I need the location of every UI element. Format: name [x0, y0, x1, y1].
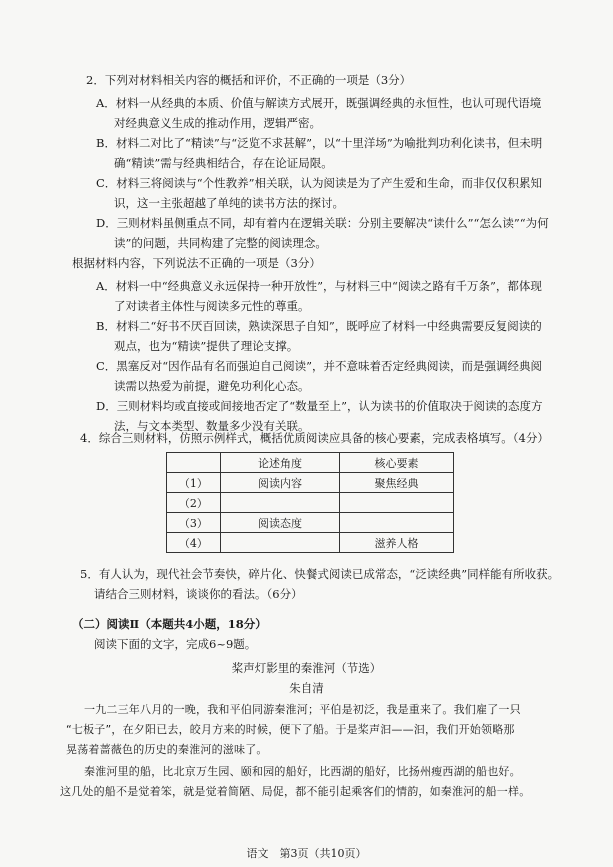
essay-paragraph2-line1: 秦淮河里的船，比北京万生园、颐和园的船好，比西湖的船好，比扬州瘦西湖的船也好。 — [84, 765, 521, 778]
q3-option-c-line1: C．黑塞反对“因作品有名而强迫自己阅读”，并不意味着否定经典阅读，而是强调经典阅 — [96, 359, 543, 373]
table-cell: 阅读态度 — [220, 513, 339, 533]
q3-option-d-line1: D．三则材料均或直接或间接地否定了“数量至上”，认为读书的价值取决于阅读的态度方 — [96, 399, 543, 413]
table-row — [167, 473, 454, 493]
q2-option-a-line2: 对经典意义生成的推动作用，逻辑严密。 — [114, 116, 321, 130]
table-cell: （4） — [167, 533, 221, 553]
essay-paragraph1-line1: 一九二三年八月的一晚，我和平伯同游秦淮河；平伯是初泛，我是重来了。我们雇了一只 — [84, 703, 521, 716]
table-cell: 阅读内容 — [220, 473, 339, 493]
q2-option-d-line2: 读”的问题，共同构建了完整的阅读理念。 — [114, 236, 327, 250]
table-cell — [220, 533, 339, 553]
table-header-cell: 论述角度 — [220, 453, 339, 473]
table-row — [167, 493, 454, 513]
table-cell: 聚焦经典 — [340, 473, 454, 493]
q2-option-c-line2: 识，这一主张超越了单纯的读书方法的探讨。 — [114, 196, 344, 210]
essay-paragraph2-line2: 这几处的船不是觉着笨，就是觉着简陋、局促，都不能引起乘客们的情韵，如秦淮河的船一样。 — [60, 785, 531, 798]
table-header-row — [167, 453, 454, 473]
essay-paragraph1-line2: “七板子”，在夕阳已去，皎月方来的时候，便下了船。于是桨声汩——汩，我们开始领略那 — [66, 723, 515, 736]
q3-option-d-line2: 法，与文本类型、数量多少没有关联。 — [114, 419, 310, 433]
table-cell — [340, 493, 454, 513]
essay-paragraph1-line3: 晃荡着蔷薇色的历史的秦淮河的滋味了。 — [66, 743, 268, 756]
q3-stem: 根据材料内容，下列说法不正确的一项是（3分） — [72, 256, 321, 270]
table-header-cell — [167, 453, 221, 473]
q2-option-c-line1: C．材料三将阅读与“个性教养”相关联，认为阅读是为了产生爱和生命，而非仅仅积累知 — [96, 176, 543, 190]
table-cell: 滋养人格 — [340, 533, 454, 553]
q3-option-a-line1: A．材料一中“经典意义永远保持一种开放性”，与材料三中“阅读之路有千万条”，都体现 — [96, 279, 542, 293]
q4-answer-table — [166, 452, 454, 553]
table-row — [167, 513, 454, 533]
essay-title: 桨声灯影里的秦淮河（节选） — [231, 661, 382, 675]
table-row — [167, 533, 454, 553]
q3-option-c-line2: 读需以热爱为前提，避免功利化心态。 — [114, 379, 310, 393]
q2-option-a-line1: A．材料一从经典的本质、价值与解读方式展开，既强调经典的永恒性，也认可现代语境 — [96, 96, 542, 110]
q3-option-b-line1: B．材料二“好书不厌百回读，熟读深思子自知”，既呼应了材料一中经典需要反复阅读的 — [96, 319, 542, 333]
q2-option-b-line1: B．材料二对比了“精读”与“泛览不求甚解”，以“十里洋场”为喻批判功利化读书，但未明 — [96, 136, 543, 150]
section-instruction: 阅读下面的文字，完成6~9题。 — [94, 637, 257, 651]
q2-option-b-line2: 确“精读”需与经典相结合，存在论证局限。 — [114, 156, 333, 170]
table-cell: （1） — [167, 473, 221, 493]
q2-stem: 2．下列对材料相关内容的概括和评价，不正确的一项是（3分） — [86, 73, 412, 87]
q5-line1: 5．有人认为，现代社会节奏快，碎片化、快餐式阅读已成常态，“泛读经典”同样能有所收获。 — [80, 567, 560, 581]
page-footer: 语文 第3页（共10页） — [246, 847, 367, 860]
section-heading: （二）阅读Ⅱ（本题共4小题，18分） — [72, 617, 267, 631]
q5-line2: 请结合三则材料，谈谈你的看法。（6分） — [94, 587, 303, 601]
table-cell: （2） — [167, 493, 221, 513]
table-header-cell: 核心要素 — [340, 453, 454, 473]
q4-stem: 4．综合三则材料，仿照示例样式，概括优质阅读应具备的核心要素，完成表格填写。（4分） — [80, 431, 549, 445]
table-cell: （3） — [167, 513, 221, 533]
table-cell — [220, 493, 339, 513]
q3-option-a-line2: 了对读者主体性与阅读多元性的尊重。 — [114, 299, 310, 313]
table-cell — [340, 513, 454, 533]
q2-option-d-line1: D．三则材料虽侧重点不同，却有着内在逻辑关联：分别主要解决“读什么”“怎么读”“为何 — [96, 216, 549, 230]
q3-option-b-line2: 观点，也为“精读”提供了理论支撑。 — [114, 339, 299, 353]
essay-author: 朱自清 — [289, 681, 324, 695]
